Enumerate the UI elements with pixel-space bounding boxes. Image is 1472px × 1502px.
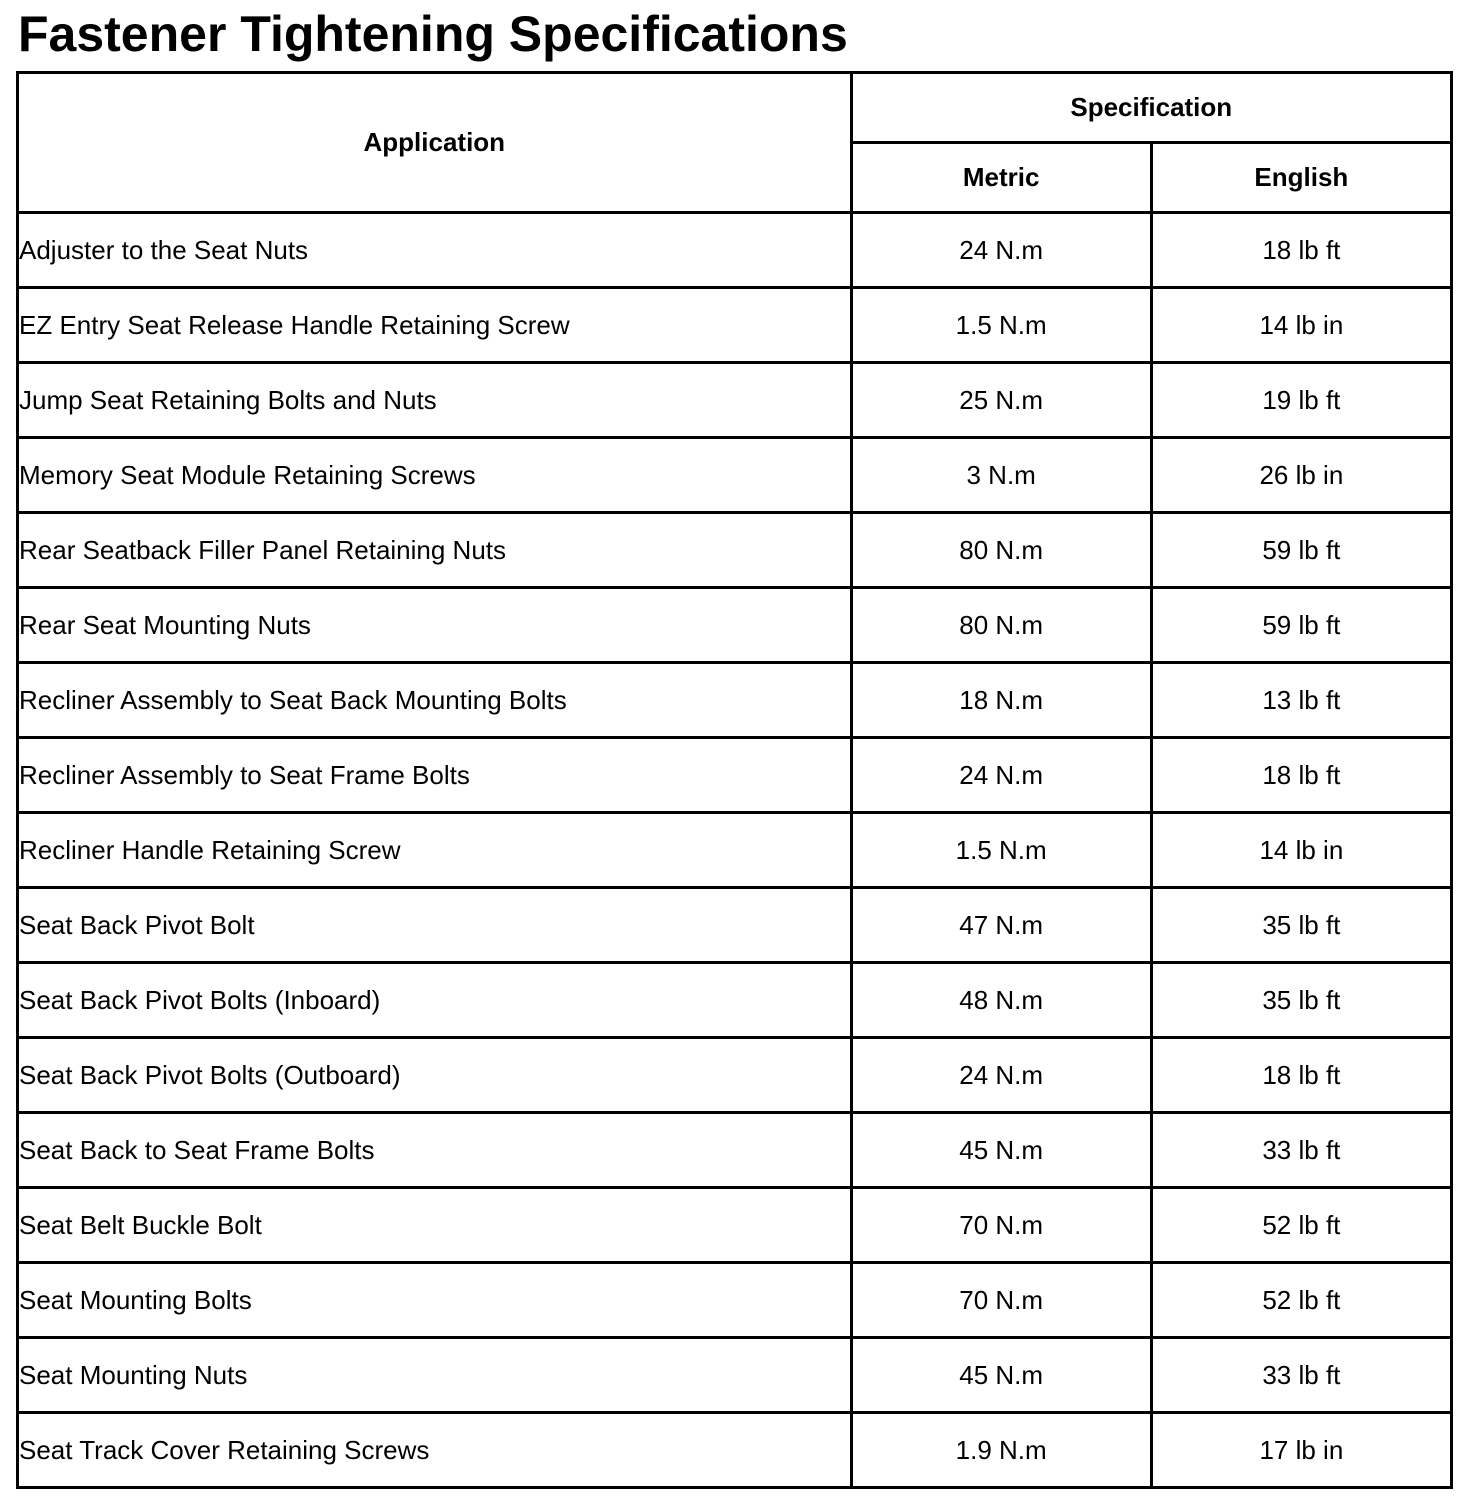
english-cell: 35 lb ft — [1151, 888, 1451, 963]
table-row — [18, 1263, 1452, 1338]
application-cell: Jump Seat Retaining Bolts and Nuts — [18, 363, 852, 438]
english-cell: 13 lb ft — [1151, 663, 1451, 738]
application-column-header: Application — [18, 73, 852, 213]
metric-cell: 45 N.m — [851, 1338, 1151, 1413]
english-cell: 17 lb in — [1151, 1413, 1451, 1488]
application-cell: Rear Seatback Filler Panel Retaining Nuts — [18, 513, 852, 588]
metric-cell: 70 N.m — [851, 1188, 1151, 1263]
metric-cell: 24 N.m — [851, 738, 1151, 813]
application-cell: Adjuster to the Seat Nuts — [18, 213, 852, 288]
english-cell: 18 lb ft — [1151, 738, 1451, 813]
page-title: Fastener Tightening Specifications — [18, 6, 848, 62]
application-cell: Seat Back to Seat Frame Bolts — [18, 1113, 852, 1188]
application-cell: Seat Back Pivot Bolts (Inboard) — [18, 963, 852, 1038]
english-cell: 19 lb ft — [1151, 363, 1451, 438]
metric-cell: 1.5 N.m — [851, 813, 1151, 888]
metric-cell: 80 N.m — [851, 588, 1151, 663]
table-row — [18, 288, 1452, 363]
table-row — [18, 1038, 1452, 1113]
table-row — [18, 513, 1452, 588]
application-cell: Rear Seat Mounting Nuts — [18, 588, 852, 663]
table-row — [18, 1188, 1452, 1263]
specification-column-header: Specification — [851, 73, 1451, 143]
table-row — [18, 438, 1452, 513]
application-cell: Recliner Assembly to Seat Back Mounting Bolts — [18, 663, 852, 738]
application-cell: Recliner Handle Retaining Screw — [18, 813, 852, 888]
table-row — [18, 1338, 1452, 1413]
metric-cell: 3 N.m — [851, 438, 1151, 513]
metric-cell: 18 N.m — [851, 663, 1151, 738]
header-row — [18, 73, 1452, 143]
fastener-spec-table — [16, 71, 1453, 1489]
english-cell: 33 lb ft — [1151, 1113, 1451, 1188]
metric-cell: 1.9 N.m — [851, 1413, 1151, 1488]
metric-column-header: Metric — [851, 143, 1151, 213]
table-row — [18, 213, 1452, 288]
table-row — [18, 663, 1452, 738]
metric-cell: 47 N.m — [851, 888, 1151, 963]
table-row — [18, 738, 1452, 813]
table-row — [18, 1413, 1452, 1488]
metric-cell: 70 N.m — [851, 1263, 1151, 1338]
application-cell: Seat Track Cover Retaining Screws — [18, 1413, 852, 1488]
application-cell: Seat Back Pivot Bolt — [18, 888, 852, 963]
english-cell: 18 lb ft — [1151, 213, 1451, 288]
table-header — [18, 73, 1452, 213]
table-body — [18, 213, 1452, 1488]
table-row — [18, 813, 1452, 888]
application-cell: EZ Entry Seat Release Handle Retaining Screw — [18, 288, 852, 363]
english-cell: 26 lb in — [1151, 438, 1451, 513]
metric-cell: 45 N.m — [851, 1113, 1151, 1188]
application-cell: Memory Seat Module Retaining Screws — [18, 438, 852, 513]
application-cell: Seat Mounting Bolts — [18, 1263, 852, 1338]
metric-cell: 1.5 N.m — [851, 288, 1151, 363]
english-cell: 18 lb ft — [1151, 1038, 1451, 1113]
metric-cell: 24 N.m — [851, 1038, 1151, 1113]
english-column-header: English — [1151, 143, 1451, 213]
english-cell: 33 lb ft — [1151, 1338, 1451, 1413]
english-cell: 52 lb ft — [1151, 1188, 1451, 1263]
application-cell: Seat Back Pivot Bolts (Outboard) — [18, 1038, 852, 1113]
table-row — [18, 363, 1452, 438]
table-row — [18, 588, 1452, 663]
application-cell: Seat Mounting Nuts — [18, 1338, 852, 1413]
metric-cell: 24 N.m — [851, 213, 1151, 288]
metric-cell: 80 N.m — [851, 513, 1151, 588]
metric-cell: 25 N.m — [851, 363, 1151, 438]
english-cell: 14 lb in — [1151, 288, 1451, 363]
english-cell: 59 lb ft — [1151, 513, 1451, 588]
table-row — [18, 1113, 1452, 1188]
english-cell: 35 lb ft — [1151, 963, 1451, 1038]
table-row — [18, 963, 1452, 1038]
english-cell: 59 lb ft — [1151, 588, 1451, 663]
metric-cell: 48 N.m — [851, 963, 1151, 1038]
table-row — [18, 888, 1452, 963]
english-cell: 52 lb ft — [1151, 1263, 1451, 1338]
application-cell: Seat Belt Buckle Bolt — [18, 1188, 852, 1263]
english-cell: 14 lb in — [1151, 813, 1451, 888]
application-cell: Recliner Assembly to Seat Frame Bolts — [18, 738, 852, 813]
